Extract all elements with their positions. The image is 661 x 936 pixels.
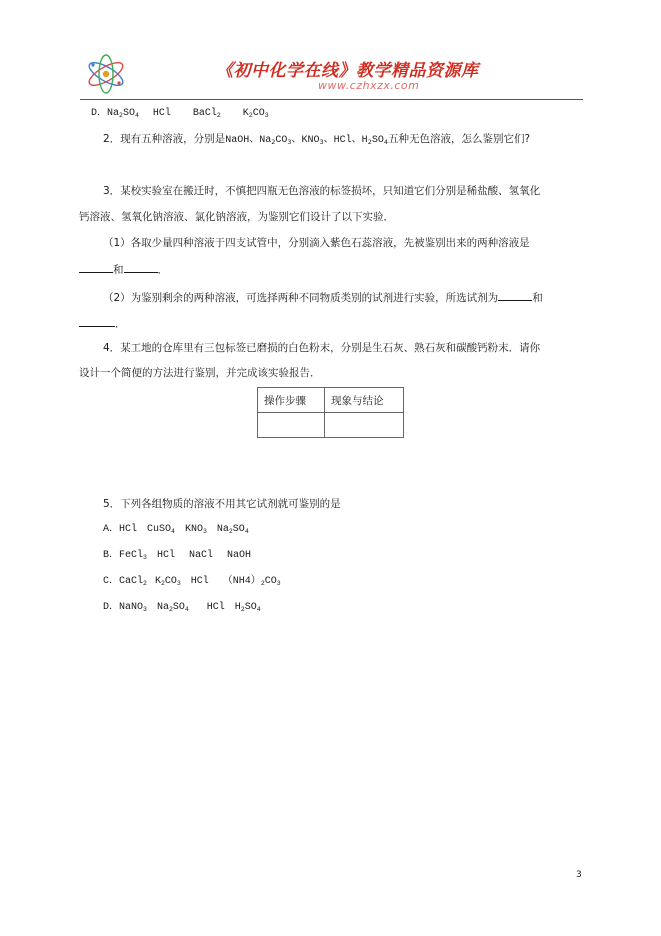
table-header-row: [258, 388, 404, 413]
question-5-option-b: B．FeCl$_3$ HCl NaCl NaOH: [103, 550, 251, 561]
experiment-report-table: [257, 387, 404, 438]
brand-url: www.czhxzx.com: [318, 79, 420, 92]
question-3-line-1: 3．某校实验室在搬迁时，不慎把四瓶无色溶液的标签损坏，只知道它们分别是稀盐酸、氢氧化: [103, 185, 541, 197]
atom-logo-icon: [84, 52, 128, 96]
question-3-part-1: （1）各取少量四种溶液于四支试管中，分别滴入紫色石蕊溶液，先被鉴别出来的两种溶液是: [103, 237, 530, 249]
brand-title: 《初中化学在线》教学精品资源库: [216, 61, 479, 81]
question-3-part-1-answer: 和 ．: [79, 262, 168, 277]
question-2: 2．现有五种溶液，分别是NaOH、$Na_2CO_3$、$KNO_3$、HCl、$H_2SO_4$五种无色溶液，怎么鉴别它们?: [103, 133, 531, 146]
question-3-line-2: 钙溶液、氢氧化钠溶液、氯化钠溶液，为鉴别它们设计了以下实验．: [79, 211, 394, 223]
answer-blank[interactable]: [79, 262, 113, 273]
answer-blank[interactable]: [79, 316, 115, 327]
question-5-option-c: C．CaCl$_2$ $K_2CO_3$ HCl $(NH4)_2CO_3$: [103, 576, 281, 587]
answer-blank[interactable]: [498, 290, 532, 301]
question-1-option-d: D．$Na_2SO_4$ HCl BaCl$_2$ $K_2CO_3$: [91, 108, 269, 119]
table-cell[interactable]: [325, 413, 404, 438]
table-cell[interactable]: [258, 413, 325, 438]
question-4-line-2: 设计一个简便的方法进行鉴别，并完成该实验报告．: [79, 367, 321, 379]
question-5-option-a: A．HCl CuSO$_4$ $KNO_3$ $Na_2SO_4$: [103, 524, 249, 535]
page-header: [80, 46, 583, 100]
answer-blank[interactable]: [124, 262, 158, 273]
question-5-stem: 5．下列各组物质的溶液不用其它试剂就可鉴别的是: [103, 498, 341, 510]
question-5-option-d: D．NaNO$_3$ $Na_2SO_4$ HCl $H_2SO_4$: [103, 602, 261, 613]
table-row: [258, 413, 404, 438]
page-number: 3: [576, 870, 582, 880]
question-3-part-2: （2）为鉴别剩余的两种溶液，可选择两种不同物质类别的试剂进行实验，所选试剂为 和: [103, 292, 543, 304]
question-4-line-1: 4．某工地的仓库里有三包标签已磨损的白色粉末，分别是生石灰、熟石灰和碳酸钙粉末．请你: [103, 342, 541, 354]
table-header-cell: 操作步骤: [258, 388, 325, 413]
header-divider: [80, 99, 583, 100]
question-3-part-2-answer: ．: [79, 316, 126, 331]
table-header-cell: 现象与结论: [325, 388, 404, 413]
